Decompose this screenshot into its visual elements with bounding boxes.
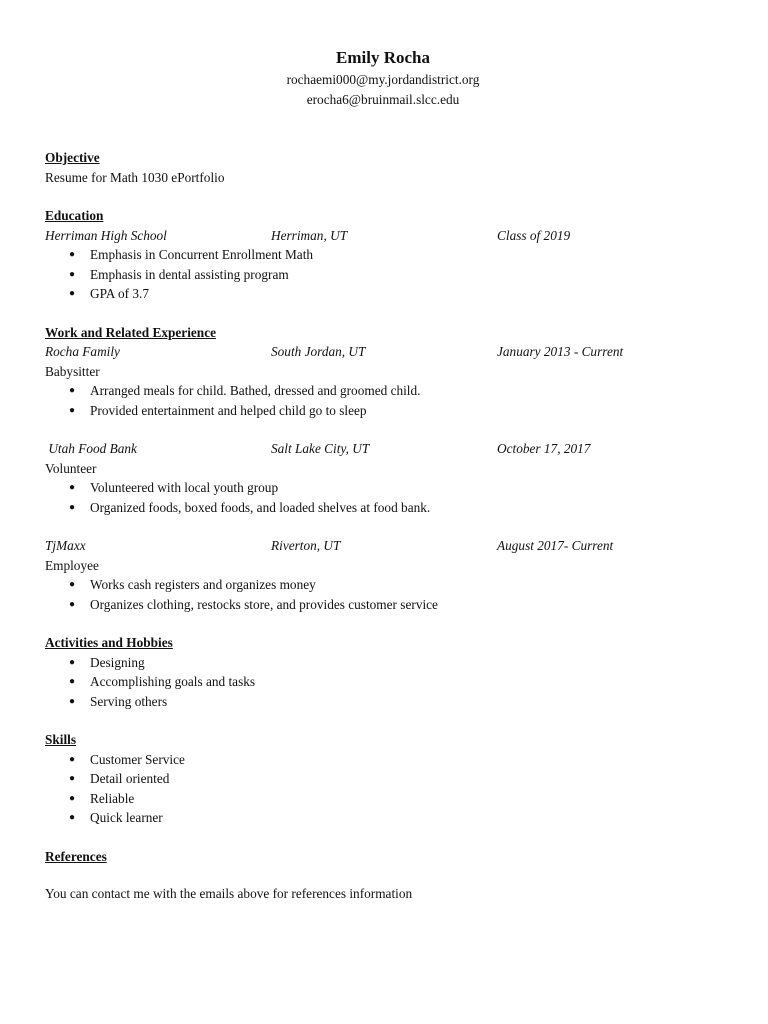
bullet-icon: ● <box>69 695 76 707</box>
bullet-icon: ● <box>69 676 76 687</box>
candidate-name: Emily Rocha <box>336 48 430 67</box>
list-item: ● Quick learner <box>45 808 725 828</box>
references-text: You can contact me with the emails above for references information <box>45 886 413 901</box>
objective-title: Objective <box>45 150 100 165</box>
school-name: Herriman High School <box>45 227 167 243</box>
job-org: Rocha Family <box>45 344 120 359</box>
list-item: ● Serving others <box>45 692 725 712</box>
objective-section <box>45 148 725 187</box>
list-item: ● Organized foods, boxed foods, and loaded shelves at food bank. <box>45 498 725 518</box>
bullet-icon: ● <box>69 812 76 823</box>
education-title: Education <box>45 208 104 223</box>
list-item: ● Designing <box>45 653 725 673</box>
skills-section <box>45 730 725 828</box>
bullet-icon: ● <box>69 288 76 299</box>
work-section <box>45 323 725 615</box>
email-primary: rochaemi000@my.jordandistrict.org <box>286 72 480 87</box>
school-location: Herriman, UT <box>271 227 348 243</box>
resume-header <box>45 46 721 110</box>
job-role: Volunteer <box>45 460 97 476</box>
job-entry <box>45 342 725 420</box>
job-org: TjMaxx <box>45 538 86 553</box>
email-secondary: erocha6@bruinmail.slcc.edu <box>306 92 460 107</box>
bullet-icon: ● <box>69 656 76 668</box>
list-item: ● Detail oriented <box>45 769 725 789</box>
resume-page <box>45 46 725 904</box>
job-row <box>45 342 725 362</box>
bullet-icon: ● <box>69 482 76 493</box>
job-location: Salt Lake City, UT <box>271 441 370 456</box>
job-location: South Jordan, UT <box>271 344 366 359</box>
list-item: ● Provided entertainment and helped child go to sleep <box>45 401 725 421</box>
list-item: ● Emphasis in Concurrent Enrollment Math <box>45 245 725 265</box>
job-location: Riverton, UT <box>271 538 341 553</box>
job-date: January 2013 - Current <box>497 344 624 359</box>
job-bullets <box>45 478 725 517</box>
bullet-icon: ● <box>69 404 76 416</box>
job-bullets <box>45 381 725 420</box>
bullet-icon: ● <box>69 792 76 804</box>
objective-text: Resume for Math 1030 ePortfolio <box>45 169 225 185</box>
bullet-icon: ● <box>69 501 76 513</box>
activities-title: Activities and Hobbies <box>45 635 173 650</box>
job-org: Utah Food Bank <box>45 441 137 456</box>
job-entry <box>45 536 725 614</box>
bullet-icon: ● <box>69 598 76 610</box>
job-row <box>45 536 725 556</box>
work-title: Work and Related Experience <box>45 324 217 340</box>
list-item: ● Organizes clothing, restocks store, and provides customer service <box>45 595 725 615</box>
education-section <box>45 206 725 304</box>
bullet-icon: ● <box>69 753 76 765</box>
list-item: ● Reliable <box>45 789 725 809</box>
list-item: ● Volunteered with local youth group <box>45 478 725 498</box>
list-item: ● Customer Service <box>45 750 725 770</box>
references-section <box>45 847 725 904</box>
education-row <box>45 226 725 246</box>
list-item: ● GPA of 3.7 <box>45 284 725 304</box>
references-title: References <box>45 848 107 864</box>
activities-section <box>45 633 725 711</box>
job-role: Babysitter <box>45 363 100 379</box>
school-date: Class of 2019 <box>497 227 571 243</box>
list-item: ● Accomplishing goals and tasks <box>45 672 725 692</box>
activities-bullets <box>45 653 725 712</box>
job-date: October 17, 2017 <box>497 441 591 456</box>
bullet-icon: ● <box>69 268 76 280</box>
job-row <box>45 439 725 459</box>
list-item: ● Works cash registers and organizes money <box>45 575 725 595</box>
bullet-icon: ● <box>69 385 76 396</box>
skills-bullets <box>45 750 725 828</box>
list-item: ● Arranged meals for child. Bathed, dressed and groomed child. <box>45 381 725 401</box>
job-date: August 2017- Current <box>497 538 614 553</box>
skills-title: Skills <box>45 732 77 747</box>
education-bullets <box>45 245 725 304</box>
job-role: Employee <box>45 557 99 573</box>
job-entry <box>45 439 725 517</box>
bullet-icon: ● <box>69 773 76 784</box>
list-item: ● Emphasis in dental assisting program <box>45 265 725 285</box>
bullet-icon: ● <box>69 579 76 590</box>
bullet-icon: ● <box>69 249 76 260</box>
job-bullets <box>45 575 725 614</box>
